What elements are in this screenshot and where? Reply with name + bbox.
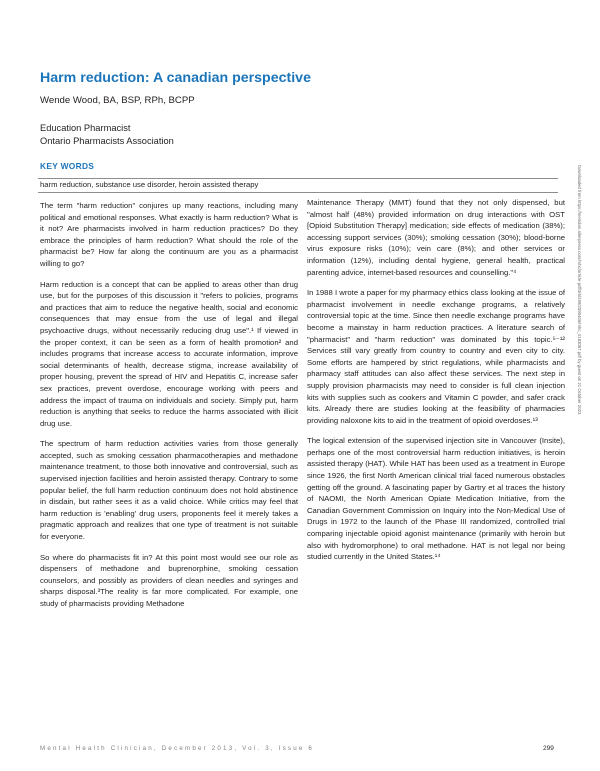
paragraph: The spectrum of harm reduction activities varies from those generally accepted, such as smoking cessation pharmacotherapies and methadone maintenance treatment, to those both innovative and controversial, such as supervised injection facilities and heroin assisted therapy. Contrary to some popular belief, the full harm reduction continuum does not hold abstinence in disdain, but rather sees it as a valid choice. While critics may feel that harm reduction is 'enabling' drug users, proponents feel it merely takes a pragmatic approach and realizes that one type of treatment is not suitable for everyone. (40, 439, 298, 542)
affiliation-organization: Ontario Pharmacists Association (40, 136, 174, 146)
affiliation (40, 122, 174, 148)
author-line: Wende Wood, BA, BSP, RPh, BCPP (40, 95, 195, 106)
paragraph: So where do pharmacists fit in? At this point most would see our role as dispensers of methadone and buprenorphine, smoking cessation counselors, and possibly as providers of clean needles and syringes and sharps disposal.³The reality is far more complicated. For example, one study of pharmacists providing Methadone (40, 552, 298, 608)
keywords-box (38, 178, 558, 193)
paragraph: In 1988 I wrote a paper for my pharmacy ethics class looking at the issue of pharmacist involvement in needle exchange programs, a relatively controversial topic at the time. Since then needle exchange programs have become a mainstay in harm reduction practices. A literature search of "pharmacist" and "harm reduction" was dominated by this topic.⁵⁻¹² Services still vary greatly from country to country and even city to city. Some efforts are hampered by strict regulations, while pharmacists and pharmacy staff attitudes can also affect these services. The next step in supply provision pharmacists may need to consider is full clean injection kits with supplies such as cookers and Vitamin C powder, and safer crack kits. Already there are studies looking at the feasibility of pharmacies providing naloxone kits to aid in the treatment of opioid overdoses.¹³ (307, 288, 565, 425)
body-column-left (40, 200, 298, 619)
paragraph: Maintenance Therapy (MMT) found that they not only dispensed, but "almost half (48%) provided information on drug interactions with OST [Opioid Substitution Therapy] medication; side effects of medication (38%); accessing support services (30%); smoking cessation (30%); blood-borne virus exposure risks (10%); vein care (8%); and other services or information (12%), including dental hygiene, general health, practical parenting advice, internet-based resources and counselling."⁴ (307, 198, 565, 277)
paragraph: The logical extension of the supervised injection site in Vancouver (Insite), perhaps one of the most controversial harm reduction initiatives, is heroin assisted therapy (HAT). While HAT has been used as a treatment in Europe since 1926, the first North American clinical trial faced numerous obstacles getting off the ground. A fascinating paper by Gartry et al traces the history of NAOMI, the North American Opiate Medication Initiative, from the Canadian Government Commission on Inquiry into the Non-Medical Use of Drugs in 1972 to the launch of the Phase III randomized, controlled trial comparing injectable opioid agonist maintenance (primarily with heroin but also with hydromorphone) to oral methadone. HAT is not legal nor being studied currently in the United States.¹⁴ (307, 436, 565, 562)
paragraph: Harm reduction is a concept that can be applied to areas other than drug use, but for the purposes of this discussion it "refers to policies, programs and practices that aim to reduce the negative health, social and economic consequences that may ensue from the use of legal and illegal psychoactive drugs, without necessarily reducing drug use".¹ If viewed in the proper context, it can be seen as a form of health promotion² and includes programs that increase access to accurate information, improve social determinants of health, decrease stigma, increase availability of proper housing, prevent the spread of HIV and Hepatitis C, increase safer sex practices, prevent overdose, encourage working with peers and address the impact of trauma on individuals and society. Simply put, harm reduction is anything that seeks to reduce the harms associated with illicit drug use. (40, 279, 298, 428)
keywords-text: harm reduction, substance use disorder, heroin assisted therapy (40, 180, 259, 189)
keywords-heading: KEY WORDS (40, 161, 95, 171)
download-watermark (575, 165, 583, 585)
page-number: 299 (543, 745, 554, 752)
journal-footer: Mental Health Clinician, December 2013, Vol. 3, Issue 6 (40, 745, 315, 752)
affiliation-role: Education Pharmacist (40, 123, 131, 133)
download-watermark-text: Downloaded from https://meridian.allenpress.com/mhc/article-pdf/3/6/299/2090406/mhc_n183087.pdf by guest on 21 October 2023 (577, 165, 582, 415)
body-column-right (307, 197, 565, 572)
paragraph: The term "harm reduction" conjures up many reactions, including many political and emotional responses. What exactly is harm reduction? What is it not? Are pharmacists involved in harm reduction practices? Do they embrace the principles of harm reduction? What should the role of the pharmacist be? How far along the continuum are you as a pharmacist willing to go? (40, 201, 298, 268)
article-title: Harm reduction: A canadian perspective (40, 70, 311, 86)
